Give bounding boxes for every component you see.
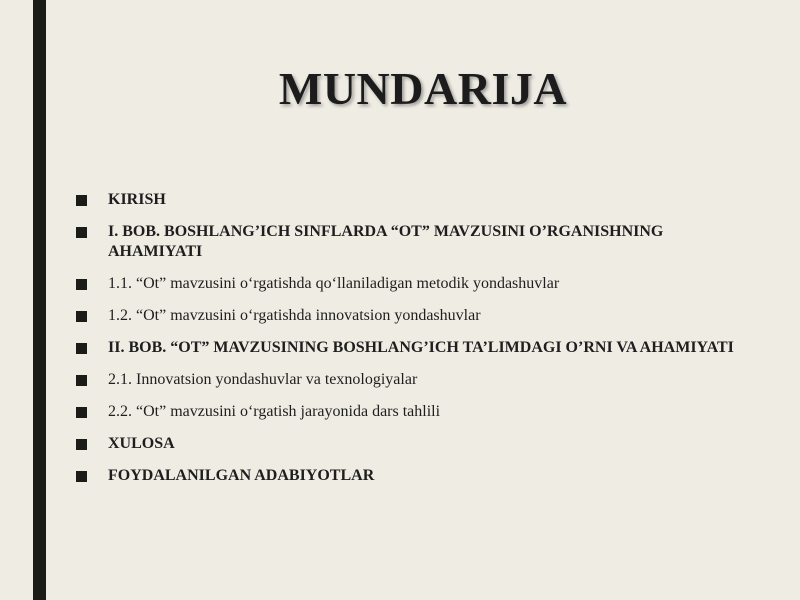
toc-item-text: FOYDALANILGAN ADABIYOTLAR bbox=[108, 467, 375, 484]
toc-item-text: KIRISH bbox=[108, 191, 166, 208]
toc-item bbox=[76, 370, 756, 390]
toc-item bbox=[76, 190, 756, 210]
toc-item bbox=[76, 274, 756, 294]
toc-item bbox=[76, 434, 756, 454]
square-bullet-icon bbox=[76, 375, 87, 386]
square-bullet-icon bbox=[76, 195, 87, 206]
toc-item bbox=[76, 222, 756, 262]
toc-item-text: I. BOB. BOSHLANG’ICH SINFLARDA “OT” MAVZUSINI O’RGANISHNING AHAMIYATI bbox=[108, 223, 664, 260]
square-bullet-icon bbox=[76, 439, 87, 450]
toc-item-text: II. BOB. “OT” MAVZUSINING BOSHLANG’ICH TA’LIMDAGI O’RNI VA AHAMIYATI bbox=[108, 339, 734, 356]
toc-item bbox=[76, 466, 756, 486]
toc-item-text: 1.1. “Ot” mavzusini o‘rgatishda qo‘llaniladigan metodik yondashuvlar bbox=[108, 275, 560, 292]
square-bullet-icon bbox=[76, 343, 87, 354]
square-bullet-icon bbox=[76, 279, 87, 290]
toc-item-text: XULOSA bbox=[108, 435, 175, 452]
square-bullet-icon bbox=[76, 471, 87, 482]
table-of-contents bbox=[76, 190, 756, 498]
toc-item bbox=[76, 306, 756, 326]
toc-item bbox=[76, 338, 756, 358]
slide-title: MUNDARIJA bbox=[278, 63, 568, 114]
toc-item-text: 2.1. Innovatsion yondashuvlar va texnologiyalar bbox=[108, 371, 418, 388]
square-bullet-icon bbox=[76, 407, 87, 418]
toc-item bbox=[76, 402, 756, 422]
square-bullet-icon bbox=[76, 227, 87, 238]
square-bullet-icon bbox=[76, 311, 87, 322]
toc-item-text: 2.2. “Ot” mavzusini o‘rgatish jarayonida dars tahlili bbox=[108, 403, 441, 420]
accent-bar bbox=[33, 0, 46, 600]
toc-item-text: 1.2. “Ot” mavzusini o‘rgatishda innovatsion yondashuvlar bbox=[108, 307, 481, 324]
